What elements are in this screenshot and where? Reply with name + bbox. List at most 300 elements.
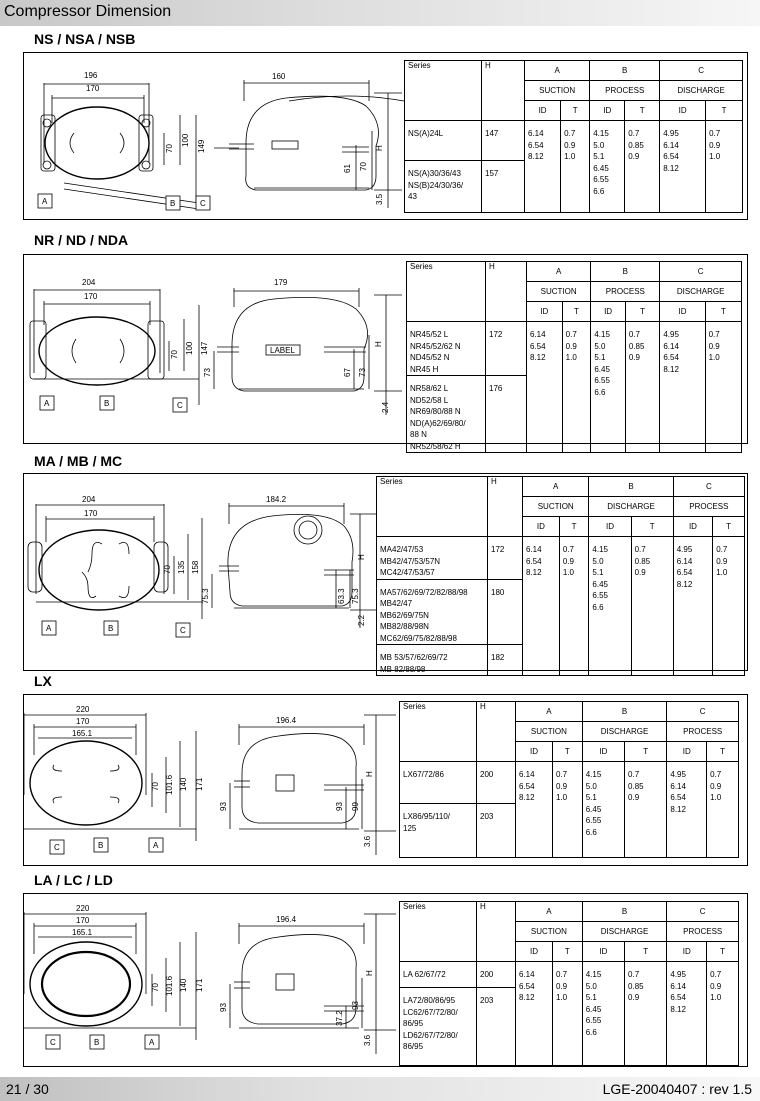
table-cell: Series [400,902,477,962]
table-cell: 1.0 [708,353,720,362]
table-cell: 6.55 [593,175,609,184]
table-cell: 1.0 [710,993,722,1002]
table-cell: 8.12 [670,804,686,814]
table-cell: T [562,302,591,322]
document-id: LGE-20040407 : rev 1.5 [602,1081,752,1097]
drawing-lx [24,695,404,865]
table-row [400,902,739,922]
table-cell: MA42/47/53 [380,545,424,554]
table-cell: 0.9 [634,568,646,577]
table-cell: 1.0 [556,993,568,1002]
table-cell: 0.85 [628,981,644,991]
dim-d2: 100 [185,341,194,355]
table-cell: 6.14 [663,341,679,351]
table-cell: MB42/47 [380,599,413,608]
table-cell: MB 82/88/98 [380,664,426,674]
table-cell: LA 62/67/72 [403,970,446,979]
table-cell: 8.12 [526,568,542,577]
table-cell: 6.14 [519,970,535,979]
dim-d3: 140 [179,777,188,791]
table-cell: 8.12 [530,353,546,362]
dim-d1: 70 [170,350,179,359]
page-number: 21 / 30 [6,1081,49,1097]
table-cell: 1.0 [562,568,574,577]
table-cell: PROCESS [673,497,744,517]
table-row [377,477,745,497]
table-cell: H [486,262,527,322]
section-title-lx: LX [34,673,52,689]
section-title-ns: NS / NSA / NSB [34,31,136,47]
table-cell: C [660,61,743,81]
section-panel-ma [23,473,748,674]
table-cell: A [527,262,591,282]
table-row [400,702,739,722]
table-cell: 4.15 [585,770,602,779]
dim-side-w: 179 [274,278,288,287]
table-cell: T [631,517,673,537]
table-cell: ID [589,517,631,537]
table-cell: LX86/95/110/ [403,812,451,821]
table-cell: 6.54 [663,152,679,161]
table-cell: ID [516,742,553,762]
dim-h3: 75.3 [201,588,210,604]
table-cell: 0.9 [565,341,577,351]
connector-c: C [177,401,183,410]
spec-table-ma [376,476,745,676]
table-cell [400,762,477,804]
table-cell [405,161,482,213]
table-cell: MB 53/57/62/69/72 [380,653,448,662]
table-cell: C [673,477,744,497]
table-row [407,322,742,376]
table-cell: 1.0 [556,793,568,802]
table-cell: PROCESS [590,81,660,101]
table-cell [667,762,707,858]
table-cell: MB82/88/98N [380,622,429,631]
table-cell: 5.0 [585,981,597,991]
dim-side-w: 160 [272,72,286,81]
table-cell [591,322,626,453]
table-cell: MC62/69/75/82/88/98 [380,633,457,643]
table-cell: ND(A)62/69/80/ [410,418,466,428]
table-cell: 0.9 [628,993,640,1002]
table-cell: T [713,517,745,537]
table-cell: 4.15 [585,970,602,979]
table-cell [377,537,488,580]
table-cell: 180 [491,587,505,597]
table-cell: B [582,902,667,922]
table-cell: NS(A)24L [408,129,444,138]
table-cell: ID [525,101,561,121]
table-cell: 8.12 [528,152,544,161]
table-cell: 6.55 [585,1016,602,1025]
table-cell: 4.95 [670,770,686,779]
table-cell: SUCTION [516,722,583,742]
connector-a: A [44,399,50,408]
table-cell: 6.14 [519,770,535,779]
table-cell: 0.9 [556,981,568,991]
table-cell [486,322,527,376]
dim-h: H [365,771,374,777]
table-cell [705,322,741,453]
table-cell: 6.55 [592,591,608,600]
dim-h2: 75.3 [351,588,360,604]
table-cell: NR69/80/88 N [410,407,461,416]
table-cell: 6.45 [592,579,608,589]
table-row [400,962,739,988]
table-cell: PROCESS [667,922,739,942]
table-cell: 157 [485,169,499,178]
table-cell [707,962,739,1066]
table-cell [477,988,516,1066]
table-cell: ID [667,742,707,762]
table-cell: NS(A)30/36/43 [408,169,461,178]
dim-d2: 135 [177,560,186,574]
table-cell: 6.14 [526,545,542,554]
table-cell: 4.15 [594,330,610,339]
table-cell: 6.54 [528,140,544,150]
table-cell: 0.85 [628,341,645,351]
table-cell: 0.7 [709,129,721,138]
dim-w1: 204 [82,278,96,287]
table-cell [400,962,477,988]
table-cell: DISCHARGE [582,922,667,942]
dim-h1: 93 [219,1003,228,1012]
table-cell [713,537,745,676]
table-cell: SUCTION [523,497,589,517]
table-cell [405,121,482,161]
table-cell: ND45/52 N [410,353,450,362]
table-cell [527,322,563,453]
section-panel-la [23,893,748,1067]
drawing-ma [24,474,380,670]
table-row [405,61,743,81]
table-cell: 8.12 [519,993,535,1002]
table-cell [377,645,488,676]
connector-c: C [54,843,60,852]
table-cell: T [625,942,667,962]
table-cell: ID [667,942,707,962]
connector-b: B [98,841,104,850]
table-cell: 86/95 [403,1042,424,1051]
table-cell: SUCTION [525,81,590,101]
table-cell: 5.1 [593,152,605,161]
table-cell: T [559,517,589,537]
table-cell: 6.6 [585,1027,597,1037]
spec-table-lx [399,701,739,858]
table-cell: ID [591,302,626,322]
table-cell: 6.54 [676,568,693,577]
connector-b: B [104,399,110,408]
dim-h1: 63.3 [337,588,346,604]
table-cell [486,376,527,453]
table-cell: 1.0 [710,793,722,802]
table-cell [488,645,523,676]
dim-w1: 196 [84,71,98,80]
dim-d2: 101.6 [165,774,174,795]
dim-h3: 93 [351,1001,360,1010]
table-cell [477,762,516,804]
table-cell: 0.7 [565,330,577,339]
table-cell [482,121,525,161]
table-cell: 6.14 [670,981,686,991]
dim-d3: 158 [191,560,200,574]
table-cell: LX67/72/86 [403,770,444,779]
table-cell: T [553,742,583,762]
table-cell: DISCHARGE [660,282,742,302]
table-cell: A [523,477,589,497]
table-cell [561,121,590,213]
table-cell: H [477,902,516,962]
table-cell: 4.15 [592,545,608,554]
connector-b: B [94,1038,100,1047]
table-cell: B [582,702,667,722]
spec-table-nr [406,261,742,453]
table-cell: ID [516,942,553,962]
dim-h2: 70 [359,162,368,171]
table-cell: 4.95 [670,970,686,979]
table-cell: 0.9 [708,341,720,351]
table-cell: H [482,61,525,121]
dim-side-w: 196.4 [276,915,297,924]
table-cell: 5.1 [585,993,597,1002]
table-cell: Series [400,702,477,762]
table-cell: 6.45 [594,364,610,374]
dim-d1: 70 [163,565,172,574]
table-cell: 5.0 [593,140,605,150]
connector-c: C [200,199,206,208]
table-cell: 5.1 [585,793,597,802]
table-cell: MC42/47/53/57 [380,568,435,577]
table-cell: A [516,902,583,922]
dim-h2: 73 [358,368,367,377]
table-cell: 6.54 [670,793,686,802]
table-cell: 5.0 [592,556,604,566]
table-cell: 6.6 [594,387,606,397]
table-cell: T [561,101,590,121]
table-row [377,537,745,580]
table-cell: 6.55 [585,816,602,825]
table-row [400,762,739,804]
table-cell: MB42/47/53/57N [380,556,441,566]
table-cell: SUCTION [516,922,583,942]
table-cell: 5.1 [594,353,606,362]
table-cell [582,762,624,858]
table-cell: 8.12 [519,793,535,802]
connector-a: A [46,624,52,633]
dim-h: H [365,970,374,976]
section-title-la: LA / LC / LD [34,872,113,888]
table-cell: 0.7 [634,545,646,554]
table-cell: 200 [480,970,494,979]
connector-b: B [108,624,114,633]
table-cell: NR45/52/62 N [410,341,461,351]
table-cell: 8.12 [663,163,679,173]
table-cell: SUCTION [527,282,591,302]
table-cell [377,579,488,645]
dim-d1: 70 [151,983,160,992]
table-cell: 0.85 [628,140,644,150]
dim-h: H [375,145,384,151]
dim-h: H [374,341,383,347]
table-cell: 1.0 [716,568,728,577]
dim-w2: 170 [86,84,100,93]
table-cell: 1.0 [564,152,576,161]
table-cell: ID [582,742,624,762]
dim-d3: 140 [179,978,188,992]
dim-d3: 147 [200,341,209,355]
table-cell [582,962,624,1066]
spec-table-ns [404,60,743,213]
table-cell: H [488,477,523,537]
table-cell: B [591,262,660,282]
table-cell: 172 [489,330,503,339]
table-cell: Series [407,262,486,322]
connector-a: A [153,841,159,850]
table-cell: 6.54 [670,993,686,1002]
table-cell: ID [590,101,625,121]
table-cell: Series [377,477,488,537]
dim-w2: 170 [84,509,98,518]
table-cell: MA57/62/69/72/82/88/98 [380,587,468,597]
table-cell: NR58/62 L [410,384,449,393]
table-cell [516,762,553,858]
table-cell: MB62/69/75N [380,610,429,620]
table-cell [400,804,477,858]
table-cell: LA72/80/86/95 [403,996,456,1005]
table-cell: 6.45 [585,804,602,814]
table-cell: NS(B)24/30/36/ [408,180,464,190]
section-title-nr: NR / ND / NDA [34,232,129,248]
table-cell: 6.54 [519,781,535,791]
dim-d2: 100 [181,133,190,147]
table-cell: 200 [480,770,494,779]
dim-d3: 149 [197,139,206,153]
table-cell [553,762,583,858]
table-cell: ID [660,302,705,322]
table-cell: NR45 H [410,364,439,374]
table-cell: C [660,262,742,282]
table-cell: 6.6 [592,602,604,612]
table-cell: 8.12 [663,364,679,374]
table-cell: 6.54 [526,556,542,566]
table-cell: 0.9 [628,353,640,362]
table-cell: 0.9 [562,556,574,566]
dim-side-w: 184.2 [266,495,287,504]
table-cell: 0.85 [628,781,644,791]
dim-base: 3.6 [363,835,372,847]
table-cell: 0.85 [634,556,651,566]
table-cell [589,537,631,676]
table-cell: ID [673,517,713,537]
table-cell: DISCHARGE [589,497,673,517]
table-cell: 203 [480,812,494,821]
table-cell: 4.95 [663,129,679,138]
table-cell [631,537,673,676]
table-cell: 6.6 [593,186,605,196]
table-cell: 0.7 [556,770,568,779]
table-cell: LC62/67/72/80/ [403,1007,458,1017]
table-cell: T [706,101,743,121]
table-cell: 0.9 [564,140,576,150]
dim-h3: 73 [203,368,212,377]
table-cell [407,322,486,376]
table-cell [660,322,705,453]
dim-w3: 165.1 [72,729,93,738]
dim-h2: 37.2 [335,1010,344,1026]
table-cell [477,804,516,858]
table-cell: 6.14 [676,556,693,566]
dim-h3: 99 [351,802,360,811]
table-cell: DISCHARGE [660,81,743,101]
table-cell: 203 [480,996,494,1005]
connector-c: C [180,626,186,635]
dim-d4: 171 [195,777,204,791]
table-cell: 6.45 [585,1004,602,1014]
dim-h: H [357,554,366,560]
table-cell: T [625,302,660,322]
dim-d1: 70 [151,782,160,791]
table-cell: ID [527,302,563,322]
dim-d2: 101.6 [165,975,174,996]
table-cell: B [589,477,673,497]
table-cell: T [625,742,667,762]
table-cell: 8.12 [676,579,693,589]
table-cell: T [707,742,739,762]
table-cell [525,121,561,213]
spec-table-la [399,901,739,1066]
table-cell: 6.54 [530,341,546,351]
dim-h2: 93 [335,802,344,811]
table-cell [516,962,553,1066]
table-cell: 0.7 [628,129,640,138]
table-cell: 8.12 [670,1004,686,1014]
table-cell [707,762,739,858]
table-cell: NR52/58/62 H [410,441,461,451]
table-cell: T [707,942,739,962]
table-cell [706,121,743,213]
dim-h1: 67 [343,368,352,377]
table-cell: 0.7 [628,970,640,979]
table-cell: 0.9 [628,152,640,161]
table-cell: 0.7 [710,970,722,979]
table-cell: 0.7 [556,970,568,979]
dim-h1: 61 [343,164,352,173]
dim-d1: 70 [165,144,174,153]
header-bar [0,0,760,26]
table-cell: ID [523,517,560,537]
table-cell [488,537,523,580]
table-cell: 5.0 [585,781,597,791]
table-cell [477,962,516,988]
table-row [407,262,742,282]
table-cell [488,579,523,645]
table-cell: PROCESS [667,722,739,742]
table-cell: 0.9 [628,793,640,802]
table-cell [523,537,560,676]
table-cell [407,376,486,453]
table-cell: 6.14 [530,330,546,339]
table-cell [625,962,667,1066]
table-cell: LD62/67/72/80/ [403,1030,458,1040]
table-cell: ID [660,101,706,121]
table-cell: 0.9 [710,781,722,791]
table-cell [553,962,583,1066]
table-cell: B [590,61,660,81]
table-cell: 0.9 [556,781,568,791]
section-panel-nr [23,254,748,451]
table-cell: 0.7 [562,545,574,554]
